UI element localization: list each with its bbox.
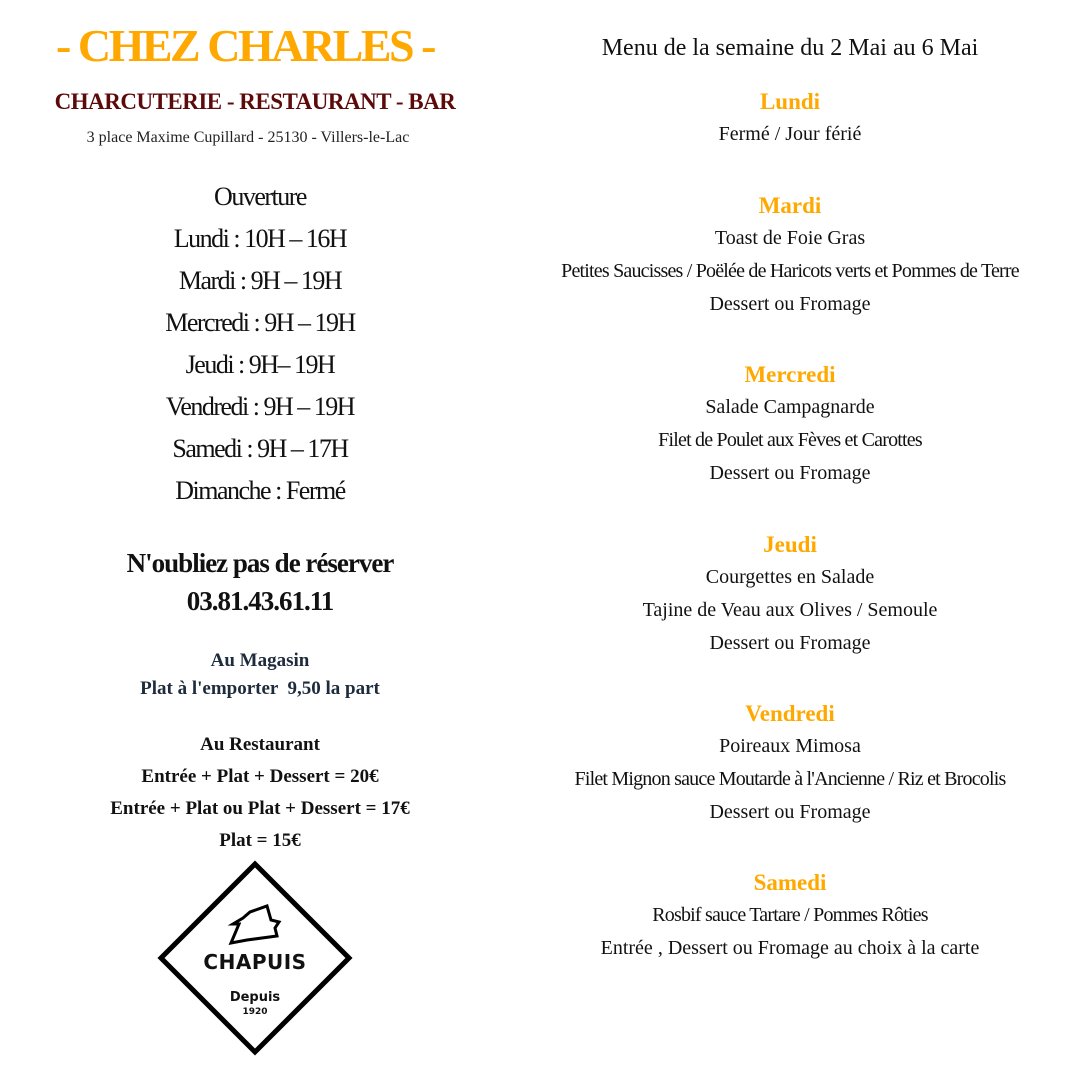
menu-day-jeudi	[500, 529, 1080, 660]
logo-year: 1920	[242, 1007, 268, 1017]
restaurant-name: - CHEZ CHARLES -	[56, 20, 434, 71]
price-line: Entrée + Plat ou Plat + Dessert = 17€	[110, 798, 410, 819]
day-name: Lundi	[759, 89, 821, 114]
dish: Dessert ou Fromage	[709, 801, 871, 823]
chapuis-logo	[155, 858, 355, 1058]
reservation-text: N'oubliez pas de réserver	[126, 548, 394, 578]
restaurant-heading: Au Restaurant	[200, 734, 320, 755]
restaurant-tagline: CHARCUTERIE - RESTAURANT - BAR	[54, 89, 456, 114]
dish: Fermé / Jour férié	[718, 123, 862, 145]
price-line: Plat = 15€	[219, 830, 301, 851]
menu-day-vendredi	[500, 698, 1080, 829]
dish: Filet de Poulet aux Fèves et Carottes	[658, 429, 922, 451]
dish: Poireaux Mimosa	[719, 735, 861, 757]
restaurant-prices-block	[40, 729, 480, 857]
restaurant-address: 3 place Maxime Cupillard - 25130 - Villers-le-Lac	[86, 129, 410, 146]
dish: Filet Mignon sauce Moutarde à l'Ancienne / Riz et Brocolis	[574, 768, 1006, 790]
menu-day-lundi	[500, 86, 1080, 151]
shop-block	[40, 647, 480, 703]
dish: Petites Saucisses / Poëlée de Haricots verts et Pommes de Terre	[561, 260, 1019, 282]
hours-line: Mardi : 9H – 19H	[178, 266, 342, 295]
takeaway-price: Plat à l'emporter 9,50 la part	[140, 678, 380, 699]
opening-hours-heading: Ouverture	[214, 182, 306, 211]
hours-line: Lundi : 10H – 16H	[173, 224, 347, 253]
hours-line: Jeudi : 9H– 19H	[185, 350, 335, 379]
dish: Dessert ou Fromage	[709, 293, 871, 315]
logo-brand-name: CHAPUIS	[203, 950, 307, 974]
hours-line: Vendredi : 9H – 19H	[165, 392, 355, 421]
day-name: Jeudi	[763, 532, 817, 557]
hours-line: Dimanche : Fermé	[175, 476, 345, 505]
price-line: Entrée + Plat + Dessert = 20€	[141, 766, 379, 787]
day-name: Vendredi	[745, 701, 835, 726]
logo-since-label: Depuis	[229, 990, 281, 1005]
dish: Dessert ou Fromage	[709, 462, 871, 484]
hours-line: Samedi : 9H – 17H	[172, 434, 348, 463]
menu-title: Menu de la semaine du 2 Mai au 6 Mai	[601, 35, 979, 61]
day-name: Samedi	[753, 870, 827, 895]
reservation-block	[40, 544, 480, 620]
shop-heading: Au Magasin	[210, 650, 310, 671]
dish: Dessert ou Fromage	[709, 632, 871, 654]
day-name: Mardi	[758, 193, 822, 218]
phone-number[interactable]: 03.81.43.61.11	[186, 586, 334, 616]
dish: Rosbif sauce Tartare / Pommes Rôties	[652, 904, 928, 926]
dish: Toast de Foie Gras	[714, 227, 866, 249]
menu-day-mercredi	[500, 359, 1080, 490]
menu-day-samedi	[500, 867, 1080, 965]
dish: Salade Campagnarde	[705, 396, 875, 418]
day-name: Mercredi	[744, 362, 836, 387]
dish: Entrée , Dessert ou Fromage au choix à la carte	[600, 937, 980, 959]
opening-hours	[80, 176, 440, 512]
dish: Tajine de Veau aux Olives / Semoule	[642, 599, 938, 621]
dish: Courgettes en Salade	[705, 566, 875, 588]
hours-line: Mercredi : 9H – 19H	[165, 308, 355, 337]
menu-day-mardi	[500, 190, 1080, 321]
